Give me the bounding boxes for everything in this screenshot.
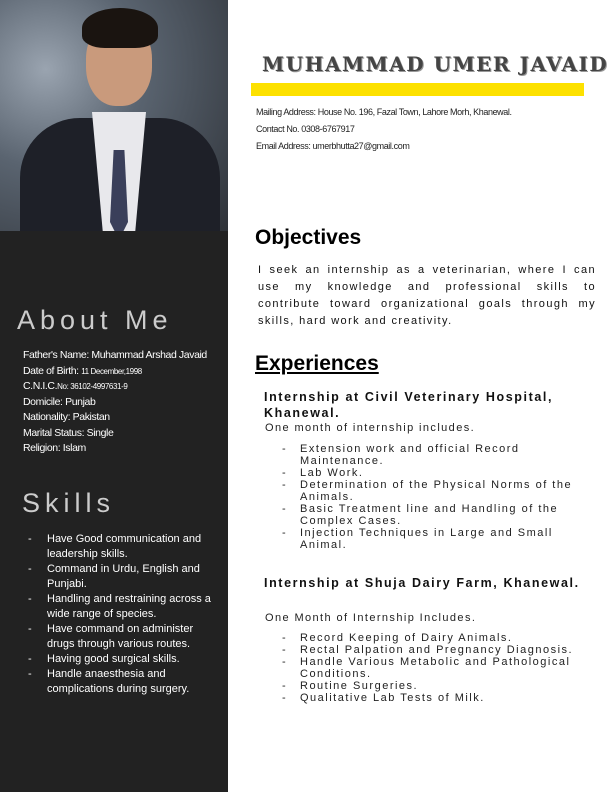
profile-photo [0,0,228,231]
cnic-label: C.N.I.C. [23,380,58,392]
cnic [23,379,218,395]
skills-list [28,532,218,697]
list-item: - Basic Treatment line and Handling of the Complex Cases. [282,503,592,527]
domicile: Domicile: Punjab [23,395,96,408]
dob-label: Date of Birth: [23,364,82,377]
father-name: Father's Name: Muhammad Arshad Javaid [23,349,207,361]
cnic-value: No: 36102-4997631-9 [57,382,128,391]
job-subtitle: One Month of Internship Includes. [265,612,477,624]
about-me-heading: About Me [17,305,173,335]
nationality: Nationality: Pakistan [23,411,110,423]
yellow-divider [251,83,584,96]
job-duties [282,632,592,704]
list-item: - Record Keeping of Dairy Animals. [282,632,592,644]
job-title: Internship at Civil Veterinary Hospital, Khanewal. [264,390,554,420]
list-item: - Have Good communication and leadership skills. [28,532,218,562]
list-item: - Extension work and official Record Maintenance. [282,443,592,467]
list-item: - Routine Surgeries. [282,680,592,692]
list-item: - Qualitative Lab Tests of Milk. [282,692,592,704]
list-item: - Have command on administer drugs through various routes. [28,622,218,652]
list-item: - Lab Work. [282,467,592,479]
contact-number: Contact No. 0308-6767917 [256,124,355,134]
job-duties [282,443,592,551]
dob [23,364,218,380]
email-address: Email Address: umerbhutta27@gmail.com [256,141,410,151]
contact-info [256,104,512,155]
sidebar [0,0,228,792]
objectives-text: I seek an internship as a veterinarian, where I can use my knowledge and professional skills to contribute toward organizational goals through my skills, hard work and creativity. [258,264,596,327]
list-item: - Having good surgical skills. [28,652,218,667]
list-item: - Injection Techniques in Large and Small Animal. [282,527,592,551]
list-item: - Handling and restraining across a wide range of species. [28,592,218,622]
candidate-name: MUHAMMAD UMER JAVAID [262,52,609,76]
list-item: - Command in Urdu, English and Punjabi. [28,562,218,592]
objectives-heading: Objectives [255,226,362,249]
skills-heading: Skills [22,488,116,518]
list-item: - Handle anaesthesia and complications during surgery. [28,667,218,697]
marital-status: Marital Status: Single [23,426,114,439]
job-subtitle: One month of internship includes. [265,422,476,434]
mailing-address: Mailing Address: House No. 196, Fazal Town, Lahore Morh, Khanewal. [256,107,512,117]
religion: Religion: Islam [23,442,86,454]
list-item: - Determination of the Physical Norms of the Animals. [282,479,592,503]
experiences-heading: Experiences [255,352,379,375]
dob-value: 11 December,1998 [81,366,142,376]
job-title: Internship at Shuja Dairy Farm, Khanewal. [264,576,580,590]
personal-info [23,348,218,457]
list-item: - Rectal Palpation and Pregnancy Diagnosis. [282,644,592,656]
list-item: - Handle Various Metabolic and Pathological Conditions. [282,656,592,680]
